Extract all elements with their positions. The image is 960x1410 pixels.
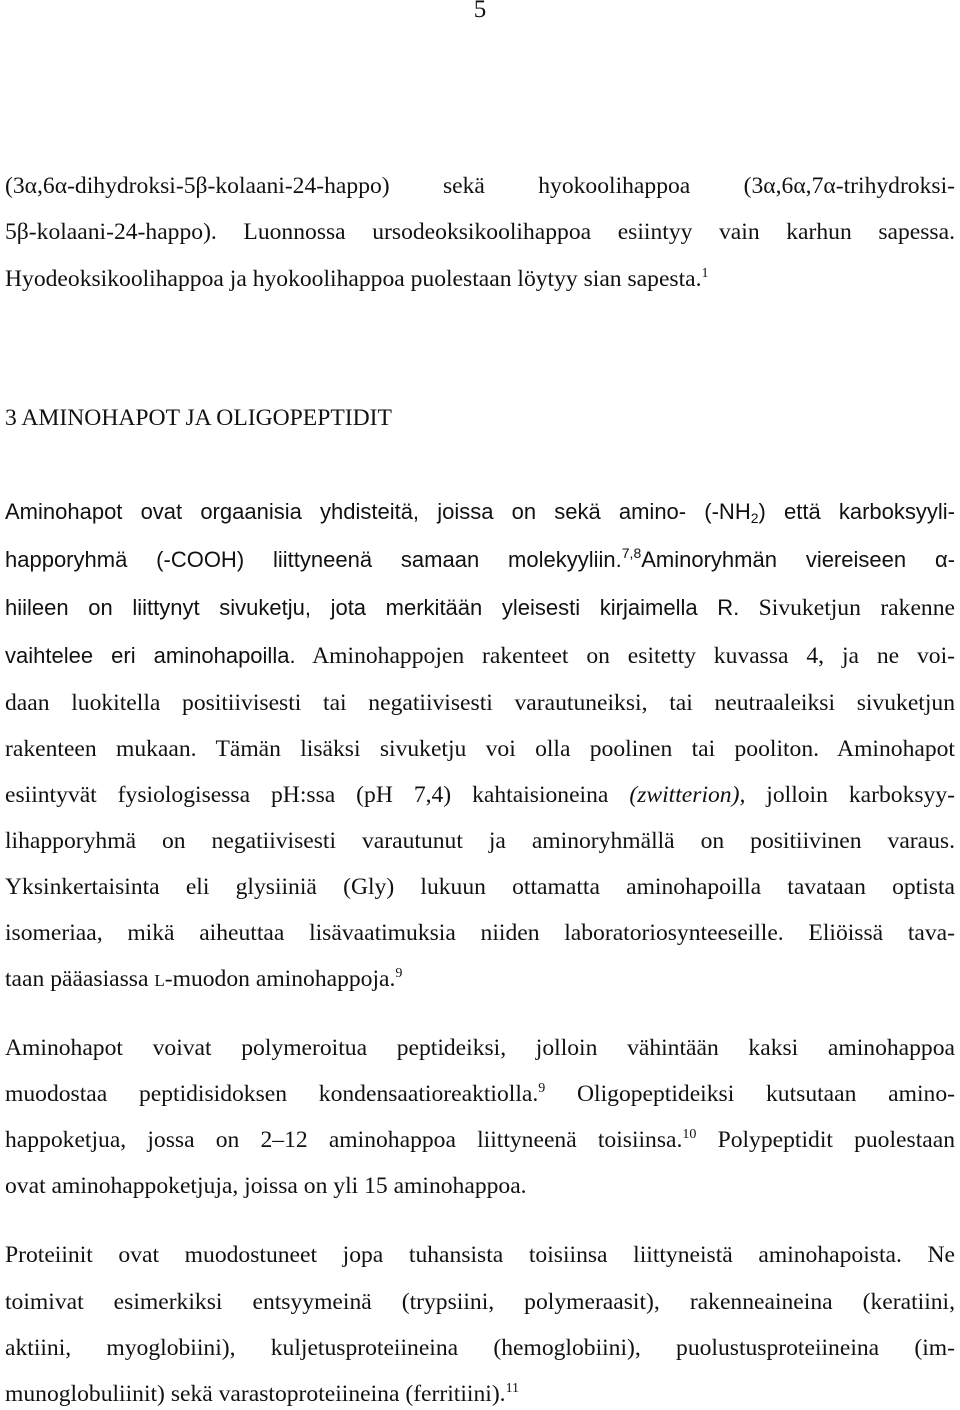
p2-l2-text-b: Oligopeptideiksi kutsutaan amino- xyxy=(545,1081,955,1107)
reference-superscript: 9 xyxy=(395,966,403,981)
p1-l7-text-a: esiintyvät fysiologisessa pH:ssa (pH 7,4) kahtaisioneina xyxy=(5,782,630,808)
small-caps-l: L xyxy=(154,971,165,990)
intro-line-1: (3α,6α-dihydroksi-5β-kolaani-24-happo) sekä hyokoolihappoa (3α,6α,7α-trihydroksi- xyxy=(5,173,955,199)
p1-l2-text-b: Aminoryhmän viereiseen α- xyxy=(641,547,955,572)
paragraph3-line-1: Proteiinit ovat muodostuneet jopa tuhansista toisiinsa liittyneistä aminohapoista. Ne xyxy=(5,1242,955,1268)
p3-l4-text-a: munoglobuliinit) sekä varastoproteiineina (ferritiini). xyxy=(5,1381,506,1407)
reference-superscript: 10 xyxy=(682,1127,697,1142)
paragraph1-line-11 xyxy=(5,964,955,996)
page-number: 5 xyxy=(473,0,487,23)
p2-l3-text-b: Polypeptidit puolestaan xyxy=(696,1127,955,1153)
p1-l11-text-a: taan pääasiassa xyxy=(5,966,155,992)
intro-line-3-text: Hyodeoksikoolihappoa ja hyokoolihappoa puolestaan löytyy sian sapesta. xyxy=(5,266,702,292)
p1-l1-text-b: ) että karboksyyli- xyxy=(758,499,955,524)
reference-superscript: 7,8 xyxy=(621,545,642,561)
italic-term: (zwitterion), xyxy=(629,782,746,808)
p1-l3-text-a: hiileen on liittynyt sivuketju, jota merkitään yleisesti kirjaimella R. xyxy=(5,595,740,620)
paragraph1-line-3 xyxy=(5,593,955,623)
p1-l3-text-b: Sivuketjun rakenne xyxy=(739,595,955,621)
paragraph2-line-3 xyxy=(5,1125,955,1155)
subscript-2: 2 xyxy=(750,510,759,526)
paragraph1-line-7 xyxy=(5,780,955,810)
paragraph1-line-10: isomeriaa, mikä aiheuttaa lisävaatimuksia niiden laboratoriosynteeseille. Eliöissä tava- xyxy=(5,920,955,946)
p1-l4-text-b: Aminohappojen rakenteet on esitetty kuvassa 4, ja ne voi- xyxy=(295,643,955,669)
paragraph1-line-2 xyxy=(5,545,955,575)
paragraph1-line-8: lihapporyhmä on negatiivisesti varautunut ja aminoryhmällä on positiivinen varaus. xyxy=(5,828,955,854)
paragraph1-line-6: rakenteen mukaan. Tämän lisäksi sivuketju voi olla poolinen tai pooliton. Aminohapot xyxy=(5,736,955,762)
reference-superscript: 11 xyxy=(505,1381,520,1396)
section-heading: 3 AMINOHAPOT JA OLIGOPEPTIDIT xyxy=(5,405,392,431)
p2-l2-text-a: muodostaa peptidisidoksen kondensaatioreaktiolla. xyxy=(5,1081,539,1107)
paragraph2-line-4: ovat aminohappoketjuja, joissa on yli 15 aminohappoa. xyxy=(5,1173,527,1199)
paragraph2-line-2 xyxy=(5,1079,955,1109)
paragraph1-line-4 xyxy=(5,641,955,671)
paragraph1-line-9: Yksinkertaisinta eli glysiiniä (Gly) lukuun ottamatta aminohapoilla tavataan optista xyxy=(5,874,955,900)
p1-l4-text-a: vaihtelee eri aminohapoilla. xyxy=(5,643,296,668)
intro-line-2: 5β-kolaani-24-happo). Luonnossa ursodeoksikoolihappoa esiintyy vain karhun sapessa. xyxy=(5,219,955,245)
p1-l11-text-b: -muodon aminohappoja. xyxy=(164,966,396,992)
p1-l7-text-b: jolloin karboksyy- xyxy=(745,782,955,808)
p2-l3-text-a: happoketjua, jossa on 2–12 aminohappoa liittyneenä toisiinsa. xyxy=(5,1127,683,1153)
intro-line-3 xyxy=(5,264,955,294)
paragraph2-line-1: Aminohapot voivat polymeroitua peptideiksi, jolloin vähintään kaksi aminohappoa xyxy=(5,1035,955,1061)
paragraph3-line-2: toimivat esimerkiksi entsyymeinä (trypsiini, polymeraasit), rakenneaineina (keratiini, xyxy=(5,1289,955,1315)
reference-superscript: 9 xyxy=(538,1081,546,1096)
paragraph3-line-3: aktiini, myoglobiini), kuljetusproteiineina (hemoglobiini), puolustusproteiineina (im- xyxy=(5,1335,955,1361)
paragraph1-line-5: daan luokitella positiivisesti tai negatiivisesti varautuneiksi, tai neutraaleiksi sivuketjun xyxy=(5,690,955,716)
reference-superscript: 1 xyxy=(701,266,709,281)
p1-l1-text-a: Aminohapot ovat orgaanisia yhdisteitä, joissa on sekä amino- (-NH xyxy=(5,499,751,524)
paragraph3-line-4 xyxy=(5,1379,955,1409)
paragraph1-line-1 xyxy=(5,497,955,527)
p1-l2-text-a: happoryhmä (-COOH) liittyneenä samaan molekyyliin. xyxy=(5,547,622,572)
